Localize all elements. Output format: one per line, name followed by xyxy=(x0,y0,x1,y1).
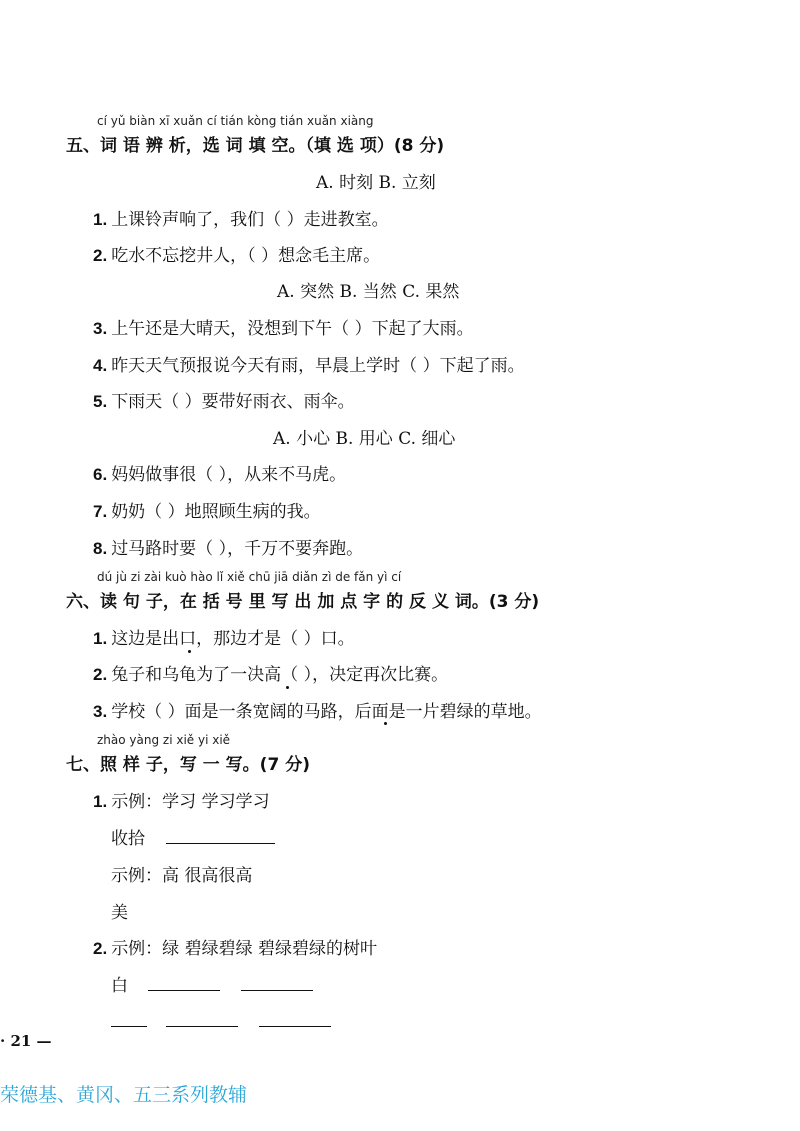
section5-title: 五、词 语 辨 析，选 词 填 空。（填 选 项）(8 分) xyxy=(66,136,445,156)
question-text: 昨天天气预报说今天有雨，早晨上学时（ ）下起了雨。 xyxy=(111,356,525,376)
answer-blank[interactable] xyxy=(166,843,275,844)
question-number: 2. xyxy=(93,939,108,958)
section6-pinyin: dú jù zi zài kuò hào lǐ xiě chū jiā diǎn zì de fǎn yì cí xyxy=(97,570,402,584)
section7-example-1 xyxy=(93,787,270,812)
section5-question-7 xyxy=(93,497,321,522)
question-text: 下雨天（ ）要带好雨衣、雨伞。 xyxy=(111,392,355,412)
question-text: 过马路时要（ ），千万不要奔跑。 xyxy=(111,539,364,559)
section7-word-3: 白 xyxy=(111,976,128,996)
section6-question-2 xyxy=(93,660,448,685)
section7-example-2: 示例：高 很高很高 xyxy=(111,866,253,886)
question-text: 学校（ ）面是一条宽阔的马路，后面是一片碧绿的草地。 xyxy=(111,702,542,722)
section7-word-2: 美 xyxy=(111,903,128,923)
question-number: 2. xyxy=(93,665,108,684)
emphasis-dot xyxy=(188,650,191,653)
example-text: 示例：绿 碧绿碧绿 碧绿碧绿的树叶 xyxy=(111,939,377,959)
question-number: 1. xyxy=(93,629,108,648)
question-text: 奶奶（ ）地照顾生病的我。 xyxy=(111,502,321,522)
section5-options-3: A. 小心 B. 用心 C. 细心 xyxy=(273,429,456,449)
emphasis-dot xyxy=(286,686,289,689)
question-number: 7. xyxy=(93,502,108,521)
question-number: 4. xyxy=(93,356,108,375)
section5-options-1: A. 时刻 B. 立刻 xyxy=(316,173,436,193)
question-number: 3. xyxy=(93,702,108,721)
section6-title: 六、读 句 子，在 括 号 里 写 出 加 点 字 的 反 义 词。(3 分) xyxy=(66,592,540,612)
question-text: 这边是出口，那边才是（ ）口。 xyxy=(111,629,355,649)
question-number: 3. xyxy=(93,319,108,338)
section5-question-2 xyxy=(93,241,380,266)
section6-question-1 xyxy=(93,624,355,649)
section5-question-3 xyxy=(93,314,474,339)
answer-blank[interactable] xyxy=(241,990,313,991)
question-number: 2. xyxy=(93,246,108,265)
answer-blank[interactable] xyxy=(148,990,220,991)
section5-options-2: A. 突然 B. 当然 C. 果然 xyxy=(277,282,460,302)
question-text: 上课铃声响了，我们（ ）走进教室。 xyxy=(111,210,389,230)
section7-example-3 xyxy=(93,934,377,959)
answer-blank[interactable] xyxy=(259,1026,331,1027)
question-text: 妈妈做事很（ ），从来不马虎。 xyxy=(111,465,347,485)
section7-title: 七、照 样 子，写 一 写。(7 分) xyxy=(66,755,310,775)
example-text: 示例：学习 学习学习 xyxy=(111,792,270,812)
question-number: 5. xyxy=(93,392,108,411)
answer-blank[interactable] xyxy=(111,1026,147,1027)
question-number: 8. xyxy=(93,539,108,558)
section5-question-4 xyxy=(93,351,525,376)
question-number: 1. xyxy=(93,210,108,229)
publisher-brand: 荣德基、黄冈、五三系列教辅 xyxy=(0,1084,248,1106)
page-number: · 21 — xyxy=(0,1032,52,1050)
question-number: 1. xyxy=(93,792,108,811)
question-number: 6. xyxy=(93,465,108,484)
section7-word-1: 收拾 xyxy=(111,829,145,849)
section5-pinyin: cí yǔ biàn xī xuǎn cí tián kòng tián xuǎn xiàng xyxy=(97,114,374,128)
question-text: 兔子和乌龟为了一决高（ ），决定再次比赛。 xyxy=(111,665,449,685)
section5-question-1 xyxy=(93,205,389,230)
section6-question-3 xyxy=(93,697,542,722)
section5-question-8 xyxy=(93,534,363,559)
question-text: 吃水不忘挖井人，（ ）想念毛主席。 xyxy=(111,246,381,266)
answer-blank[interactable] xyxy=(166,1026,238,1027)
section5-question-6 xyxy=(93,460,346,485)
section5-question-5 xyxy=(93,387,355,412)
question-text: 上午还是大晴天，没想到下午（ ）下起了大雨。 xyxy=(111,319,474,339)
section7-pinyin: zhào yàng zi xiě yi xiě xyxy=(97,733,231,747)
emphasis-dot xyxy=(384,722,387,725)
